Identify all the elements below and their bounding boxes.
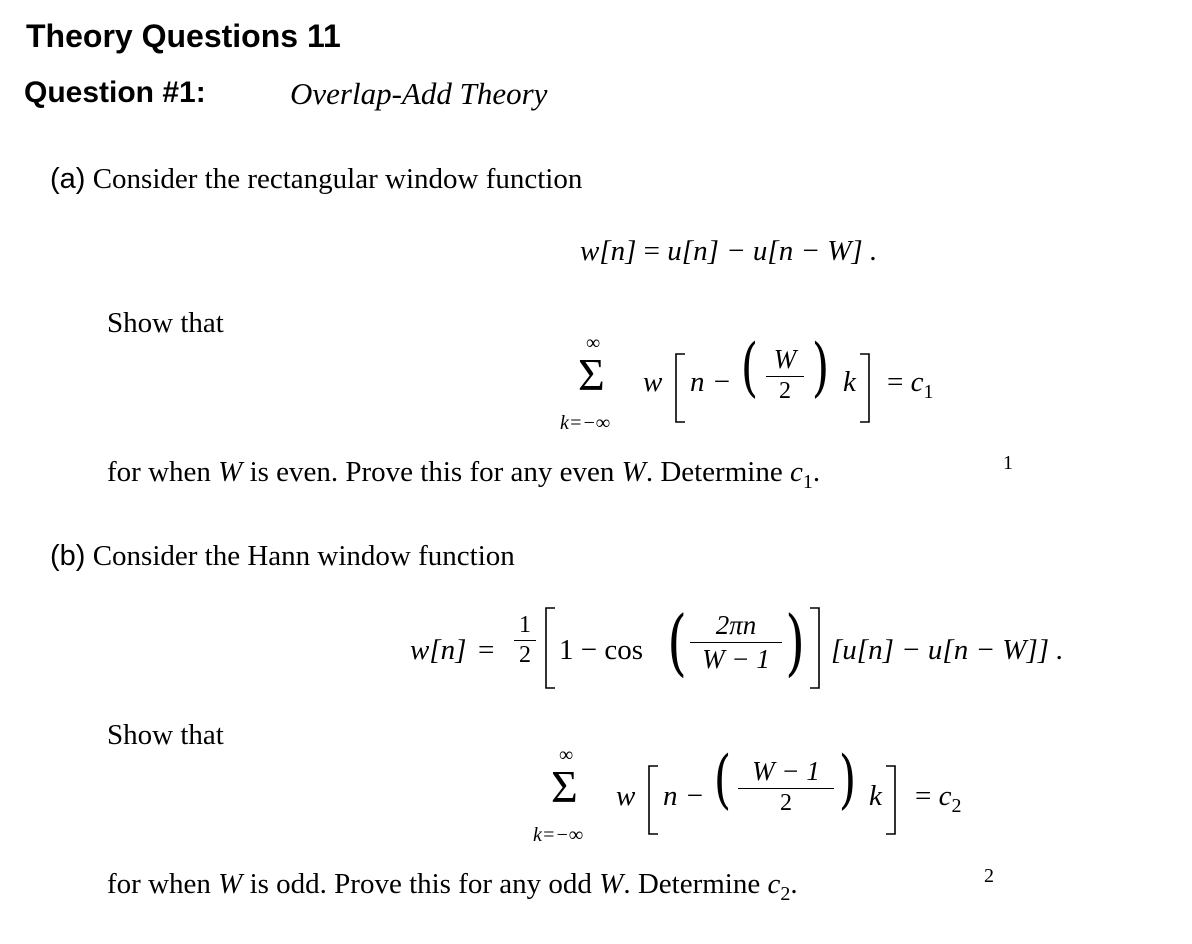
part-b-half-num: 1 (519, 612, 531, 638)
part-b-closing-end: . (790, 868, 798, 900)
part-b-cos-fraction (690, 610, 782, 675)
part-a-right-bracket (858, 352, 872, 424)
part-b-closing-W2: W (599, 868, 624, 900)
part-a-equation (580, 235, 877, 268)
part-b-show-that: Show that (107, 719, 224, 751)
part-b-eq-sign: = (478, 634, 495, 666)
part-b-sum-left-paren: ( (713, 743, 732, 817)
part-a-frac-den: 2 (779, 378, 791, 404)
part-a-eq-rhs: u[n] − u[n − W] . (667, 235, 878, 267)
part-b-sum-frac-den: 2 (780, 790, 792, 816)
question-label: Question #1: (24, 76, 206, 109)
part-b-result-sub: 2 (951, 794, 962, 817)
part-b-footnote: 2 (984, 865, 994, 887)
part-a-closing-W2: W (621, 456, 646, 488)
part-b-half-den: 2 (519, 642, 531, 668)
part-b-window: [u[n] − u[n − W]] . (831, 634, 1064, 666)
part-b-right-bracket (808, 606, 822, 690)
part-b-right-sum-bracket (884, 764, 898, 836)
part-b-heading (50, 540, 515, 573)
part-a-result-eq: = (887, 366, 911, 398)
part-b-closing (107, 868, 798, 906)
part-a-sigma: Σ (578, 349, 605, 400)
part-b-closing-c: c (767, 868, 781, 900)
part-b-sum-right-paren: ) (838, 743, 857, 817)
page-title: Theory Questions 11 (26, 18, 341, 54)
part-a-sum-result (887, 366, 933, 404)
part-a-closing-end: . (812, 456, 821, 488)
part-a-footnote: 1 (1003, 452, 1013, 474)
part-a-show-that: Show that (107, 307, 224, 339)
part-b-right-paren: ) (785, 600, 805, 684)
part-a-eq-sign: = (643, 235, 661, 267)
part-a-closing-c-sub: 1 (802, 470, 813, 493)
part-b-frac-den: W − 1 (702, 644, 770, 674)
part-a-right-paren: ) (811, 331, 830, 405)
part-b-sum-lower: k=−∞ (533, 824, 584, 846)
part-a-closing-text1: for when (107, 456, 219, 488)
part-a-eq-lhs: w[n] (580, 235, 637, 267)
part-b-left-paren: ( (667, 600, 687, 684)
question-topic: Overlap-Add Theory (290, 76, 548, 111)
part-b-closing-W1: W (218, 868, 243, 900)
part-b-half-bar (514, 640, 536, 641)
part-a-fraction (766, 344, 804, 405)
part-b-frac-num: 2πn (715, 610, 757, 640)
part-b-left-sum-bracket (646, 764, 660, 836)
part-b-eq-lhs: w[n] (410, 634, 467, 666)
part-a-heading (50, 163, 582, 196)
part-b-sigma: Σ (551, 761, 578, 812)
part-a-closing-text2: is even. Prove this for any even (242, 456, 622, 488)
part-b-sum-frac-bar (738, 788, 834, 789)
part-a-sum-w: w (643, 366, 663, 398)
part-b-result-eq: = (915, 780, 939, 812)
part-b-sum-n-minus: n − (663, 780, 705, 812)
part-a-closing-W1: W (218, 456, 243, 488)
part-b-left-bracket (543, 606, 557, 690)
part-a-intro: Consider the rectangular window function (92, 163, 583, 195)
part-a-label: (a) (50, 163, 86, 195)
part-a-sum-lower: k=−∞ (560, 412, 611, 434)
part-a-closing (107, 456, 820, 494)
part-a-frac-bar (766, 376, 804, 377)
part-b-closing-c-sub: 2 (780, 882, 791, 905)
part-a-result-sub: 1 (923, 380, 934, 403)
part-a-left-bracket (673, 352, 687, 424)
part-a-result-c: c (910, 366, 924, 398)
part-a-closing-c: c (789, 456, 803, 488)
part-a-left-paren: ( (740, 331, 759, 405)
part-a-frac-num: W (773, 344, 797, 374)
part-b-half (514, 612, 536, 669)
part-a-sum-n-minus: n − (690, 366, 732, 398)
part-a-sum-upper: ∞ (586, 332, 601, 354)
part-b-frac-bar (690, 642, 782, 643)
part-b-closing-text3: . Determine (623, 868, 768, 900)
part-b-sum-upper: ∞ (559, 744, 574, 766)
part-b-sum-w: w (616, 780, 636, 812)
part-b-label: (b) (50, 540, 86, 572)
part-b-one-minus-cos: 1 − cos (559, 634, 644, 666)
part-a-sum-k: k (843, 366, 856, 398)
part-b-closing-text1: for when (107, 868, 219, 900)
part-b-sum-fraction (738, 756, 834, 817)
part-b-sum-result (915, 780, 961, 818)
part-a-closing-text3: . Determine (645, 456, 790, 488)
part-b-result-c: c (938, 780, 952, 812)
part-b-intro: Consider the Hann window function (92, 540, 515, 572)
part-b-sum-frac-num: W − 1 (752, 756, 820, 786)
part-b-sum-k: k (869, 780, 882, 812)
part-b-closing-text2: is odd. Prove this for any odd (242, 868, 600, 900)
